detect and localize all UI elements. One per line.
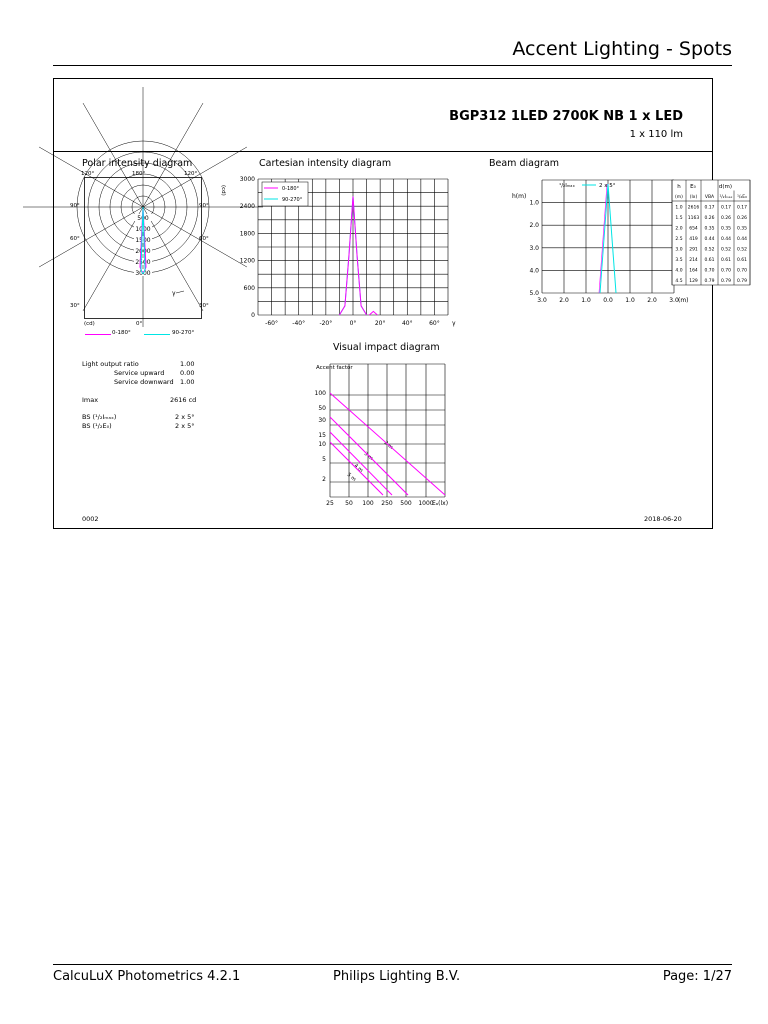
beam-table-cell: 0.26 — [704, 216, 715, 221]
beam-x-tick: 1.0 — [625, 297, 635, 304]
visual-impact-x-tick: 50 — [345, 500, 353, 507]
beam-table-cell: 654 — [689, 226, 698, 232]
beam-cone-left-c0 — [599, 184, 607, 293]
beam-table-cell: 0.26 — [736, 216, 748, 221]
polar-legend-line-c90 — [144, 334, 170, 335]
footer-page: Page: 1/27 — [662, 969, 732, 984]
beam-table-cell: 4.0 — [675, 268, 683, 274]
prop-bs2-value: 2 x 5° — [175, 422, 195, 430]
visual-impact-x-unit: Eₐ(lx) — [432, 500, 449, 507]
sheet-divider — [54, 151, 712, 152]
polar-label-60-right: 60° — [199, 236, 209, 242]
beam-diagram — [454, 176, 748, 334]
beam-table-cell: 1.5 — [675, 216, 683, 221]
beam-table-cell: 0.17 — [720, 205, 732, 211]
beam-table-dm: d(m) — [718, 184, 733, 190]
prop-bs1-value: 2 x 5° — [175, 413, 195, 421]
footer-divider — [53, 964, 732, 965]
visual-impact-line — [330, 442, 383, 495]
polar-label-90-left: 90° — [70, 203, 80, 209]
cartesian-x-tick: -60° — [265, 320, 278, 327]
cartesian-title: Cartesian intensity diagram — [259, 158, 392, 169]
beam-table-cell: 0.52 — [736, 247, 748, 253]
visual-impact-diagram — [312, 363, 492, 515]
beam-x-tick: 3.0 — [537, 297, 547, 304]
page-title: Accent Lighting - Spots — [512, 38, 732, 60]
visual-impact-x-tick: 500 — [400, 500, 412, 507]
polar-legend-line-c0 — [85, 334, 111, 335]
beam-table-subheader: (lx) — [689, 195, 698, 200]
prop-upward-label: Service upward — [114, 369, 165, 377]
visual-impact-y-tick: 15 — [318, 432, 326, 439]
polar-intensity-diagram — [84, 177, 202, 319]
polar-title: Polar intensity diagram — [82, 158, 193, 169]
prop-bs2-label: BS (¹/₂E₀) — [82, 422, 112, 430]
beam-x-tick: 2.0 — [559, 297, 569, 304]
prop-downward-label: Service downward — [114, 378, 174, 386]
visual-impact-line-label: 3 m — [362, 450, 374, 462]
beam-table-subheader: ¹/₂Iₘₐₓ — [719, 195, 733, 200]
beam-table-cell: 164 — [689, 268, 698, 274]
beam-y-tick: 2.0 — [529, 222, 539, 230]
beam-table-cell: 3.5 — [675, 258, 683, 263]
beam-legend-label: ¹/₂Iₘₐₓ — [559, 183, 575, 189]
cartesian-y-tick: 1800 — [239, 230, 255, 238]
cartesian-x-tick: -40° — [292, 320, 306, 327]
beam-table-cell: 4.5 — [675, 279, 683, 284]
visual-impact-line-label: 2 m — [382, 439, 394, 451]
polar-label-120-right: 120° — [184, 171, 198, 177]
cartesian-x-unit: γ — [452, 320, 456, 327]
beam-x-tick: 2.0 — [647, 297, 657, 304]
cartesian-y-tick: 1200 — [239, 257, 255, 265]
beam-table-cell: 0.61 — [736, 258, 748, 263]
polar-label-180: 180° — [132, 171, 146, 177]
beam-table-cell: 0.35 — [736, 226, 748, 232]
visual-impact-x-tick: 1000 — [418, 500, 434, 507]
cartesian-x-tick: 40° — [401, 320, 413, 327]
beam-table-cell: 0.70 — [704, 268, 715, 274]
product-flux: 1 x 110 lm — [629, 129, 683, 140]
photometric-sheet — [53, 78, 748, 529]
beam-cone-left — [600, 184, 608, 293]
beam-table-cell: 0.79 — [704, 279, 715, 284]
beam-table-cell: 0.61 — [720, 258, 732, 263]
beam-table-cell: 0.35 — [720, 226, 732, 232]
beam-x-tick: 1.0 — [581, 297, 591, 304]
visual-impact-y-tick: 30 — [318, 417, 326, 424]
polar-ring-label: 2500 — [135, 259, 151, 266]
polar-label-90-right: 90° — [199, 203, 209, 209]
footer-company: Philips Lighting B.V. — [333, 969, 461, 984]
beam-x-tick: 3.0 — [669, 297, 679, 304]
beam-x-tick: 0.0 — [603, 297, 613, 304]
beam-table-cell: 0.26 — [720, 216, 732, 221]
polar-label-30-right: 30° — [199, 303, 209, 309]
prop-imax-label: Imax — [82, 396, 99, 404]
prop-upward-value: 0.00 — [180, 369, 195, 377]
cartesian-legend-c90: 90-270° — [282, 197, 303, 203]
beam-table-cell: 1163 — [687, 216, 700, 221]
polar-gamma-label: γ — [172, 290, 176, 297]
beam-table-subheader: VBA — [704, 195, 715, 200]
beam-y-tick: 1.0 — [529, 199, 539, 207]
cartesian-y-tick: 600 — [243, 284, 255, 292]
polar-ring-label: 1000 — [135, 226, 151, 233]
cartesian-x-tick: 60° — [429, 320, 440, 327]
cartesian-y-tick: 0 — [251, 312, 255, 319]
beam-table-cell: 0.52 — [704, 247, 715, 253]
cartesian-legend-c0: 0-180° — [282, 186, 300, 192]
polar-spoke — [39, 207, 143, 267]
beam-table-cell: 0.70 — [720, 268, 732, 274]
cartesian-x-tick: 0° — [349, 320, 357, 327]
beam-x-unit: (m) — [678, 297, 689, 304]
visual-impact-line — [330, 417, 408, 495]
polar-legend-c90: 90-270° — [172, 330, 195, 336]
beam-table-cell: 0.17 — [736, 205, 748, 211]
beam-legend-value: 2 x 5° — [599, 183, 616, 189]
prop-bs1-label: BS (¹/₂Iₘₐₓ) — [82, 413, 117, 421]
cartesian-x-tick: -20° — [319, 320, 333, 327]
beam-table-subheader: ¹/₂E₀ — [737, 195, 747, 200]
beam-table-cell: 0.17 — [704, 205, 715, 211]
beam-table-cell: 0.52 — [720, 247, 732, 253]
visual-impact-x-tick: 25 — [326, 500, 334, 507]
prop-lor-value: 1.00 — [180, 360, 195, 368]
cartesian-curve-c0-side — [369, 311, 377, 315]
visual-impact-x-tick: 100 — [362, 500, 374, 507]
beam-table-cell: 2.5 — [675, 237, 683, 242]
polar-spoke — [39, 147, 146, 207]
polar-legend-c0: 0-180° — [112, 330, 131, 336]
cartesian-y-tick: 2400 — [239, 203, 255, 211]
cartesian-intensity-diagram — [232, 176, 458, 328]
beam-table-cell: 3.0 — [675, 247, 683, 253]
beam-table-cell: 0.61 — [704, 258, 715, 263]
beam-title: Beam diagram — [489, 158, 559, 169]
polar-ring-label: 1500 — [135, 237, 151, 244]
beam-table-cell: 419 — [689, 237, 698, 242]
beam-table-cell: 214 — [689, 258, 698, 263]
prop-downward-value: 1.00 — [180, 378, 195, 386]
polar-spoke — [143, 103, 203, 207]
polar-label-60-left: 60° — [70, 236, 80, 242]
beam-table-e0: E₀ — [690, 184, 696, 190]
sheet-date: 2018-06-20 — [644, 515, 682, 523]
cartesian-x-tick: 20° — [374, 320, 386, 327]
polar-unit: (cd) — [84, 321, 95, 327]
footer-software: CalcuLuX Photometrics 4.2.1 — [53, 969, 241, 984]
polar-ring-label: 500 — [137, 215, 149, 222]
header-divider — [53, 65, 732, 66]
visual-impact-y-tick: 5 — [322, 456, 326, 463]
visual-impact-title: Visual impact diagram — [333, 342, 440, 353]
polar-label-0: 0° — [136, 321, 143, 327]
visual-impact-ylabel: Accent factor — [316, 365, 353, 371]
beam-table-cell: 1.0 — [675, 205, 683, 211]
beam-y-tick: 4.0 — [529, 267, 539, 275]
beam-table-cell: 2616 — [687, 205, 700, 211]
beam-table-cell: 129 — [689, 279, 698, 284]
sheet-code: 0002 — [82, 515, 99, 523]
visual-impact-x-tick: 250 — [381, 500, 393, 507]
prop-imax-value: 2616 cd — [170, 396, 197, 404]
beam-table-cell: 2.0 — [675, 226, 683, 232]
visual-impact-y-tick: 100 — [314, 390, 326, 397]
beam-hm-label: h(m) — [512, 193, 527, 200]
beam-y-tick: 5.0 — [529, 290, 539, 297]
beam-table-cell: 0.35 — [704, 226, 715, 232]
visual-impact-y-tick: 10 — [318, 441, 326, 448]
beam-table-h: h — [677, 184, 681, 190]
visual-impact-y-tick: 2 — [322, 476, 326, 483]
polar-label-30-left: 30° — [70, 303, 80, 309]
cartesian-unit: (cd) — [220, 185, 226, 196]
visual-impact-line — [330, 432, 392, 495]
beam-table-cell: 0.44 — [704, 237, 715, 242]
product-name: BGP312 1LED 2700K NB 1 x LED — [449, 109, 683, 124]
beam-table-cell: 291 — [689, 247, 698, 253]
beam-y-tick: 3.0 — [529, 244, 539, 252]
beam-table-cell: 0.44 — [736, 237, 748, 242]
visual-impact-line-label: 4 m — [352, 462, 364, 474]
beam-cone-right — [608, 184, 616, 293]
beam-table-cell: 0.79 — [720, 279, 732, 284]
beam-table-cell: 0.70 — [736, 268, 748, 274]
visual-impact-line-label: 5 m — [345, 471, 357, 483]
polar-label-120-left: 120° — [81, 171, 95, 177]
cartesian-y-tick: 3000 — [239, 176, 255, 183]
beam-table-cell: 0.79 — [736, 279, 748, 284]
visual-impact-y-tick: 50 — [318, 405, 326, 412]
beam-table-subheader: (m) — [675, 195, 683, 200]
prop-lor-label: Light output ratio — [82, 360, 139, 368]
polar-spoke — [83, 103, 146, 207]
polar-ring-label: 3000 — [135, 270, 151, 277]
beam-table-cell: 0.44 — [720, 237, 732, 242]
polar-ring-label: 2000 — [135, 248, 151, 255]
